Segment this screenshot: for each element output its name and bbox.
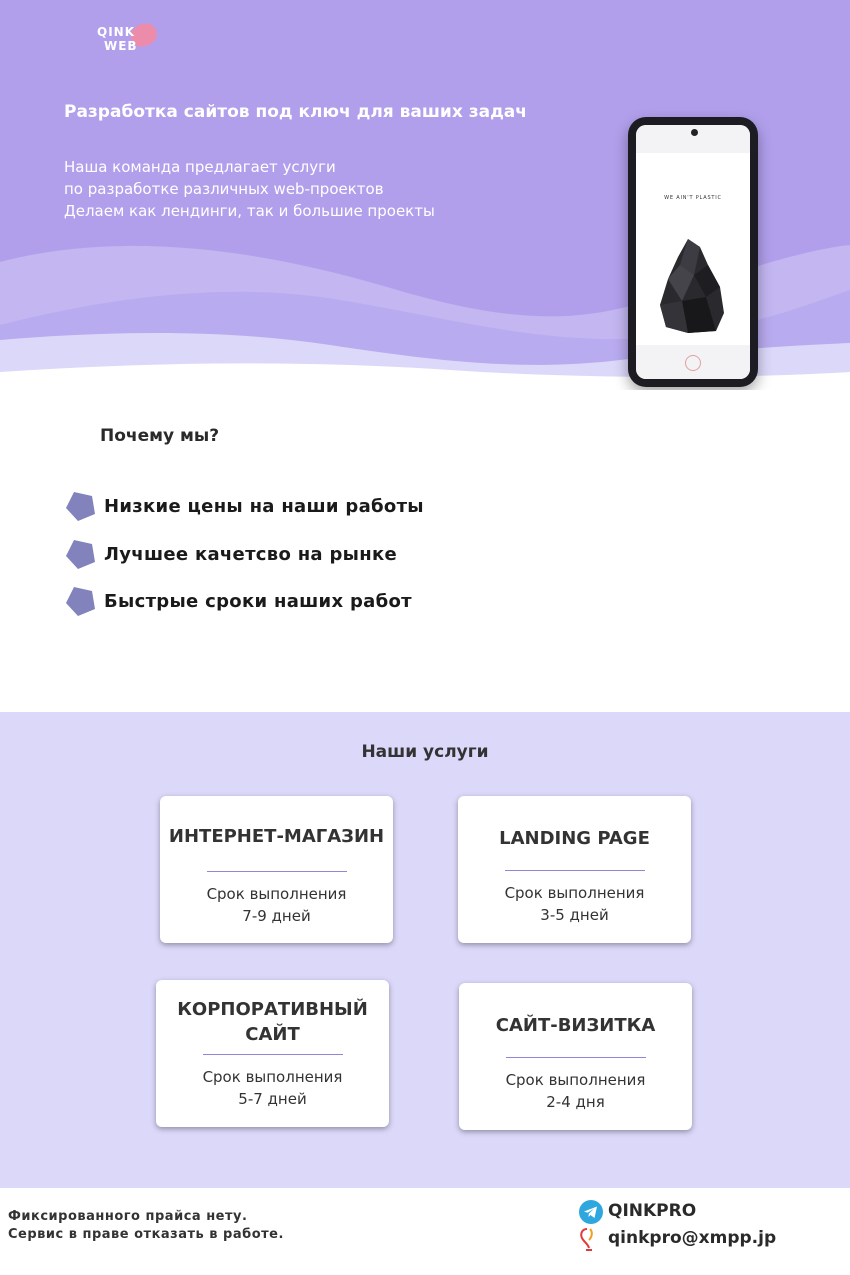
- service-card-title: САЙТ: [245, 1024, 300, 1045]
- service-term-label: Срок выполнения: [206, 885, 347, 903]
- card-divider: [203, 1054, 343, 1055]
- service-card-online-store[interactable]: [160, 796, 393, 943]
- card-divider: [506, 1057, 646, 1058]
- service-card-landing-page[interactable]: [458, 796, 691, 943]
- why-item-text: Лучшее качетсво на рынке: [104, 544, 397, 565]
- footer-note: [8, 1208, 284, 1244]
- footer-note-line: Сервис в праве отказать в работе.: [8, 1227, 284, 1242]
- phone-home-button: [685, 355, 701, 371]
- service-card-title: САЙТ-ВИЗИТКА: [495, 1015, 656, 1036]
- phone-camera: [691, 129, 698, 136]
- telegram-handle[interactable]: QINKPRO: [608, 1201, 697, 1221]
- rock-image: [658, 235, 728, 335]
- hero-desc-line: Делаем как лендинги, так и большие проекты: [64, 202, 435, 220]
- service-term-label: Срок выполнения: [202, 1068, 343, 1086]
- services-section: [0, 712, 850, 1188]
- service-term-label: Срок выполнения: [505, 1071, 646, 1089]
- service-term-value: 2-4 дня: [546, 1093, 605, 1111]
- telegram-icon: [578, 1199, 604, 1225]
- pentagon-bullet-icon: [64, 585, 96, 617]
- service-card-title: LANDING PAGE: [499, 828, 650, 849]
- hero-desc-line: по разработке различных web-проектов: [64, 180, 384, 198]
- service-term-value: 3-5 дней: [540, 906, 609, 924]
- service-term-label: Срок выполнения: [504, 884, 645, 902]
- footer-note-line: Фиксированного прайса нету.: [8, 1209, 248, 1224]
- services-title: Наши услуги: [361, 742, 489, 762]
- service-term-value: 7-9 дней: [242, 907, 311, 925]
- why-item-text: Быстрые сроки наших работ: [104, 591, 412, 612]
- card-divider: [505, 870, 645, 871]
- qink-web-logo[interactable]: [95, 22, 165, 54]
- pentagon-bullet-icon: [64, 490, 96, 522]
- card-divider: [207, 871, 347, 872]
- why-us-title: Почему мы?: [100, 426, 220, 446]
- service-card-business-card-site[interactable]: [459, 983, 692, 1130]
- hero-description: [64, 156, 435, 222]
- phone-screen-text: WE AIN'T PLASTIC: [664, 195, 722, 201]
- xmpp-address[interactable]: qinkpro@xmpp.jp: [608, 1228, 777, 1248]
- hero-desc-line: Наша команда предлагает услуги: [64, 158, 336, 176]
- service-card-corporate-site[interactable]: [156, 980, 389, 1127]
- hero-title: Разработка сайтов под ключ для ваших задач: [64, 102, 527, 122]
- xmpp-icon: [578, 1226, 604, 1252]
- service-term-value: 5-7 дней: [238, 1090, 307, 1108]
- hero-section: [0, 0, 850, 390]
- phone-screen: [636, 125, 750, 379]
- logo-text-qink: QINK: [97, 25, 136, 39]
- pentagon-bullet-icon: [64, 538, 96, 570]
- service-card-title: ИНТЕРНЕТ-МАГАЗИН: [168, 826, 385, 847]
- logo-text-web: WEB: [104, 39, 138, 53]
- phone-mockup: [628, 117, 758, 387]
- service-card-title: КОРПОРАТИВНЫЙ: [177, 999, 368, 1020]
- why-item-text: Низкие цены на наши работы: [104, 496, 424, 517]
